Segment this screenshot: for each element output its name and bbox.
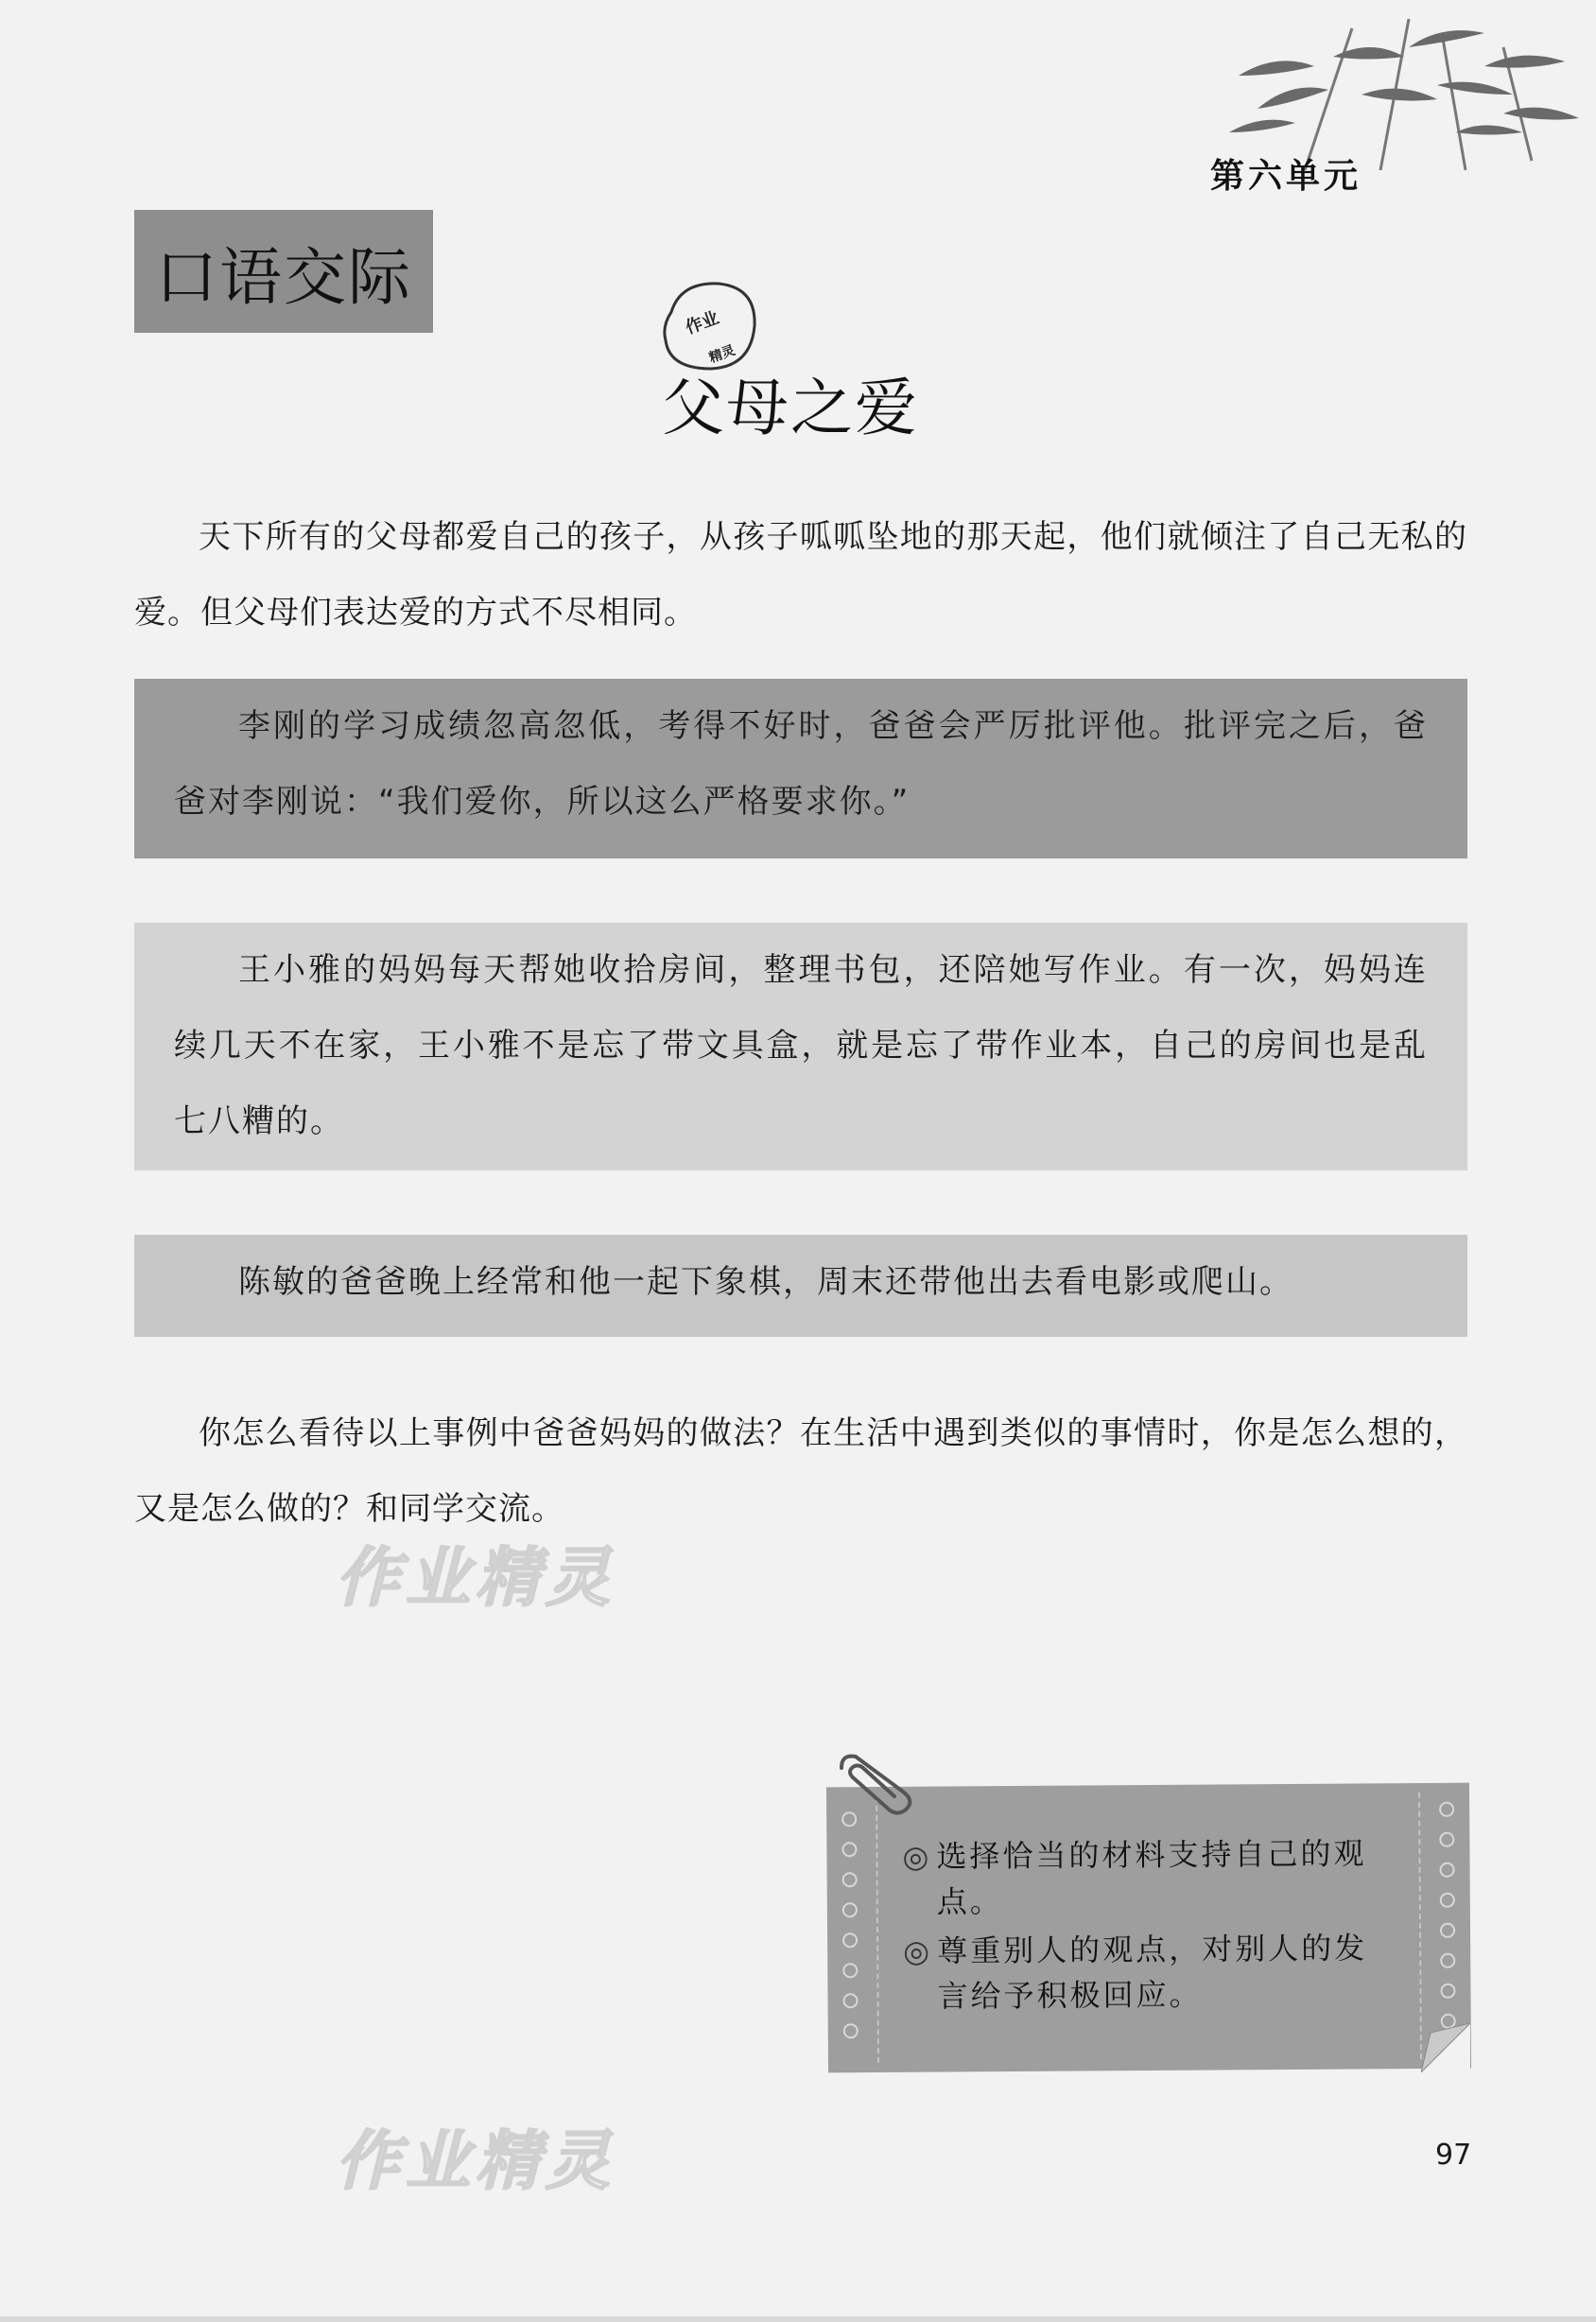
watermark-2: 作业精灵 (336, 2124, 616, 2199)
case-box-3: 陈敏的爸爸晚上经常和他一起下象棋，周末还带他出去看电影或爬山。 (134, 1235, 1467, 1337)
tip-bullet-icon: ◎ (902, 1838, 932, 1875)
stamp-text-top: 作业 (683, 307, 722, 338)
card-holes-right (1439, 1802, 1456, 2029)
bottom-edge (0, 2316, 1596, 2322)
tips-card (826, 1783, 1471, 2073)
tip-text: 选择恰当的材料支持自己的观点。 (936, 1835, 1367, 1920)
folded-corner (1421, 2023, 1470, 2072)
question-paragraph: 你怎么看待以上事例中爸爸妈妈的做法？在生活中遇到类似的事情时，你是怎么想的，又是怎么做的？和同学交流。 (134, 1414, 1467, 1528)
page-title: 父母之爱 (662, 372, 919, 444)
tip-item (903, 1925, 1396, 2019)
card-dash-left (876, 1796, 879, 2063)
case-box-1: 李刚的学习成绩忽高忽低，考得不好时，爸爸会严厉批评他。批评完之后，爸爸对李刚说：“我们爱你，所以这么严格要求你。” (134, 679, 1467, 858)
unit-label: 第六单元 (1209, 157, 1362, 196)
stamp-text-bottom: 精灵 (707, 342, 737, 367)
tip-bullet-icon: ◎ (903, 1932, 933, 1969)
bamboo-decoration (1220, 19, 1588, 170)
card-dash-right (1418, 1793, 1422, 2059)
tips-list (902, 1830, 1395, 2023)
tip-text: 尊重别人的观点，对别人的发言给予积极回应。 (937, 1930, 1368, 2015)
intro-paragraph: 天下所有的父母都爱自己的孩子，从孩子呱呱坠地的那天起，他们就倾注了自己无私的爱。但父母们表达爱的方式不尽相同。 (134, 518, 1467, 632)
card-holes-left (841, 1811, 859, 2038)
case-box-2: 王小雅的妈妈每天帮她收拾房间，整理书包，还陪她写作业。有一次，妈妈连续几天不在家，王小雅不是忘了带文具盒，就是忘了带作业本，自己的房间也是乱七八糟的。 (134, 923, 1467, 1170)
page-number: 97 (1435, 2139, 1472, 2172)
paperclip-icon (832, 1749, 917, 1815)
tip-item (902, 1830, 1395, 1925)
section-tag-label: 口语交际 (155, 240, 412, 314)
watermark-1: 作业精灵 (336, 1541, 616, 1616)
section-tag (134, 210, 433, 333)
